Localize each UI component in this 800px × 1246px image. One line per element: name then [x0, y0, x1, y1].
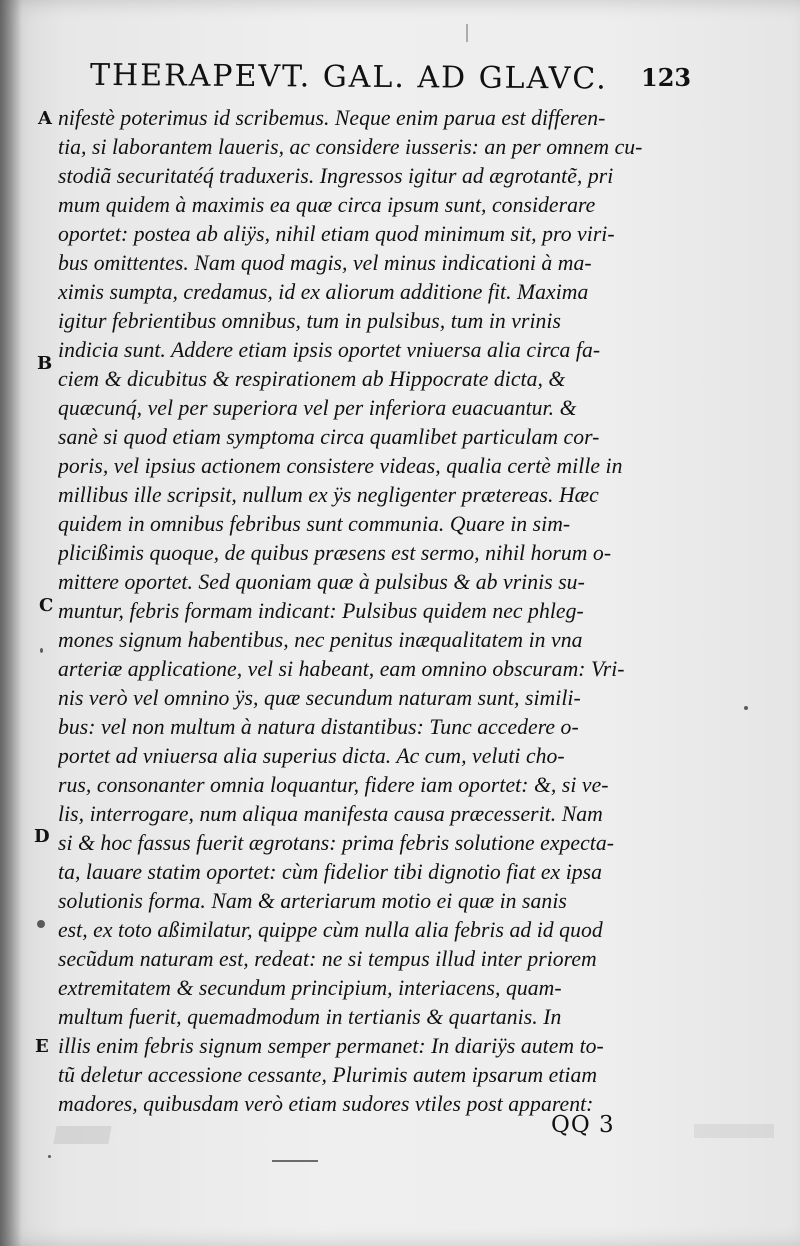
margin-letter-b: B	[37, 353, 53, 374]
text-line: stodiã securitatéq́ traduxeris. Ingressos igitur ad ægrotantẽ, pri	[58, 164, 614, 188]
text-line: mones signum habentibus, nec penitus inæqualitatem in vna	[58, 628, 583, 652]
ink-speck	[37, 920, 45, 928]
text-line: bus omittentes. Nam quod magis, vel minus indicationi à ma-	[58, 251, 592, 275]
body-text	[58, 104, 682, 1119]
show-through-text	[53, 1126, 111, 1144]
text-line: secũdum naturam est, redeat: ne si tempus illud inter priorem	[58, 947, 597, 971]
text-line: illis enim febris signum semper permanet: In diariÿs autem to-	[58, 1034, 604, 1058]
text-line: mittere oportet. Sed quoniam quæ à pulsibus & ab vrinis su-	[58, 570, 585, 594]
margin-letter-e: E	[35, 1036, 49, 1057]
text-line: multum fuerit, quemadmodum in tertianis & quartanis. In	[58, 1005, 562, 1029]
text-line: portet ad vniuersa alia superius dicta. Ac cum, veluti cho-	[58, 744, 565, 768]
text-line: millibus ille scripsit, nullum ex ÿs negligenter prætereas. Hæc	[58, 483, 599, 507]
text-line: quidem in omnibus febribus sunt communia. Quare in sim-	[58, 512, 571, 536]
text-line: plicißimis quoque, de quibus præsens est sermo, nihil horum o-	[58, 541, 612, 565]
text-line: madores, quibusdam verò etiam sudores vtiles post apparent:	[58, 1092, 594, 1116]
text-line: est, ex toto aßimilatur, quippe cùm nulla alia febris ad id quod	[58, 918, 603, 942]
text-line: igitur febrientibus omnibus, tum in pulsibus, tum in vrinis	[58, 309, 561, 333]
text-line: extremitatem & secundum principium, interiacens, quam-	[58, 976, 562, 1000]
text-line: ta, lauare statim oportet: cùm fidelior tibi dignotio fiat ex ipsa	[58, 860, 603, 884]
ink-speck	[40, 648, 43, 653]
running-head: THERAPEVT. GAL. AD GLAVC.	[89, 57, 608, 97]
page-number: 123	[641, 63, 692, 92]
text-line: nis verò vel omnino ÿs, quæ secundum naturam sunt, simili-	[58, 686, 581, 710]
text-line: sanè si quod etiam symptoma circa quamlibet particulam cor-	[58, 425, 600, 449]
text-line: ciem & dicubitus & respirationem ab Hippocrate dicta, &	[58, 367, 566, 391]
ink-mark	[466, 24, 468, 42]
text-line: lis, interrogare, num aliqua manifesta causa præcesserit. Nam	[58, 802, 603, 826]
text-line: bus: vel non multum à natura distantibus: Tunc accedere o-	[58, 715, 579, 739]
margin-letter-a: A	[38, 108, 52, 129]
page-gutter-shadow	[0, 0, 22, 1246]
text-line: rus, consonanter omnia loquantur, fidere iam oportet: &, si ve-	[58, 773, 609, 797]
margin-letter-d: D	[34, 826, 50, 847]
text-line: arteriæ applicatione, vel si habeant, eam omnino obscuram: Vri-	[58, 657, 625, 681]
ink-speck	[744, 706, 748, 710]
signature-mark: QQ 3	[551, 1112, 615, 1138]
text-line: tũ deletur accessione cessante, Plurimis autem ipsarum etiam	[58, 1063, 598, 1087]
text-line: indicia sunt. Addere etiam ipsis oportet vniuersa alia circa fa-	[58, 338, 601, 362]
text-line: muntur, febris formam indicant: Pulsibus quidem nec phleg-	[58, 599, 584, 623]
text-line: solutionis forma. Nam & arteriarum motio ei quæ in sanis	[58, 889, 567, 913]
text-line: quæcunq́, vel per superiora vel per inferiora euacuantur. &	[58, 396, 577, 420]
text-line: oportet: postea ab aliÿs, nihil etiam quod minimum sit, pro viri-	[58, 222, 615, 246]
text-line: poris, vel ipsius actionem consistere videas, qualia certè mille in	[58, 454, 623, 478]
margin-letter-c: C	[39, 595, 54, 616]
ink-dash-mark	[272, 1160, 318, 1162]
text-line: si & hoc fassus fuerit ægrotans: prima febris solutione expecta-	[58, 831, 614, 855]
ink-speck	[48, 1155, 51, 1158]
show-through-text	[694, 1124, 774, 1138]
text-line: ximis sumpta, credamus, id ex aliorum additione fit. Maxima	[58, 280, 589, 304]
text-line: tia, si laborantem laueris, ac considere iusseris: an per omnem cu-	[58, 135, 643, 159]
text-line: nifestè poterimus id scribemus. Neque enim parua est differen-	[58, 106, 606, 130]
text-line: mum quidem à maximis ea quæ circa ipsum sunt, considerare	[58, 193, 596, 217]
